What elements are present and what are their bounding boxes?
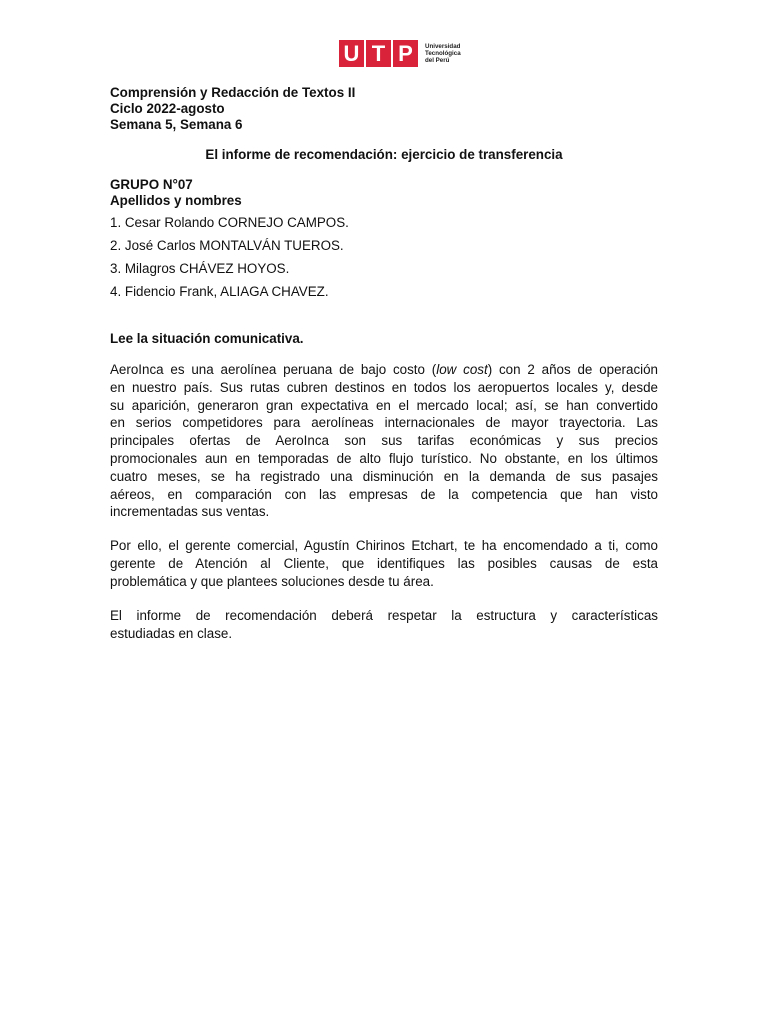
paragraph-line-start: AeroInca es una aerolínea peruana de bajo costo ( [110,362,437,377]
paragraph-line: cuatro meses, se ha registrado una disminución en la demanda de sus pasajes [110,468,658,484]
paragraph-line: su aparición, generaron gran expectativa en el mercado local; así, se han convertido [110,397,658,413]
paragraph-line: gerente de Atención al Cliente, que identifiques las posibles causas de esta [110,555,658,571]
logo-letter-p: P [393,40,418,67]
paragraph-line: promocionales aun en temporadas de alto flujo turístico. No obstante, en los últimos [110,450,658,466]
list-item: 2. José Carlos MONTALVÁN TUEROS. [110,238,344,253]
paragraph-situation [110,361,658,521]
paragraph-line-end: ) con 2 años de operación [487,362,659,377]
instruction-heading: Lee la situación comunicativa. [110,331,304,346]
logo-line-1: Universidad [425,43,461,50]
paragraph-line: Por ello, el gerente comercial, Agustín Chirinos Etchart, te ha encomendado a ti, como [110,538,658,553]
paragraph-line: El informe de recomendación deberá respetar la estructura y características [110,608,658,623]
paragraph-line: problemática y que plantees soluciones desde tu área. [110,573,434,589]
paragraph-line: incrementadas sus ventas. [110,504,270,520]
list-item: 3. Milagros CHÁVEZ HOYOS. [110,261,290,276]
group-label: GRUPO N°07 [110,177,193,192]
paragraph-requirements [110,607,658,643]
paragraph-line: estudiadas en clase. [110,625,233,641]
paragraph-line: principales ofertas de AeroInca son sus tarifas económicas y sus precios [110,433,658,449]
course-cycle: Ciclo 2022-agosto [110,101,225,116]
list-item: 1. Cesar Rolando CORNEJO CAMPOS. [110,215,349,230]
logo-line-2: Tecnológica [425,50,461,57]
paragraph-line: en serios competidores para aerolíneas internacionales de mayor trayectoria. Las [110,415,658,431]
list-item: 4. Fidencio Frank, ALIAGA CHAVEZ. [110,284,329,299]
group-header [110,177,658,209]
utp-logo [339,40,461,67]
names-label: Apellidos y nombres [110,193,242,208]
course-header [110,85,658,133]
logo-letter-u: U [339,40,364,67]
paragraph-line: en nuestro país. Sus rutas cubren destinos en todos los aeropuertos locales y, desde [110,379,658,395]
logo-university-name [425,43,461,64]
paragraph-line: aéreos, en comparación con las empresas de la competencia que han visto [110,486,658,502]
paragraph-line [110,361,658,379]
logo-letter-t: T [366,40,391,67]
member-list [110,215,658,307]
course-name: Comprensión y Redacción de Textos II [110,85,356,100]
course-weeks: Semana 5, Semana 6 [110,117,243,132]
logo-line-3: del Perú [425,57,450,64]
paragraph-task [110,537,658,590]
italic-term: low cost [436,362,488,377]
logo-letters [339,40,420,67]
document-title: El informe de recomendación: ejercicio de transferencia [205,147,563,162]
